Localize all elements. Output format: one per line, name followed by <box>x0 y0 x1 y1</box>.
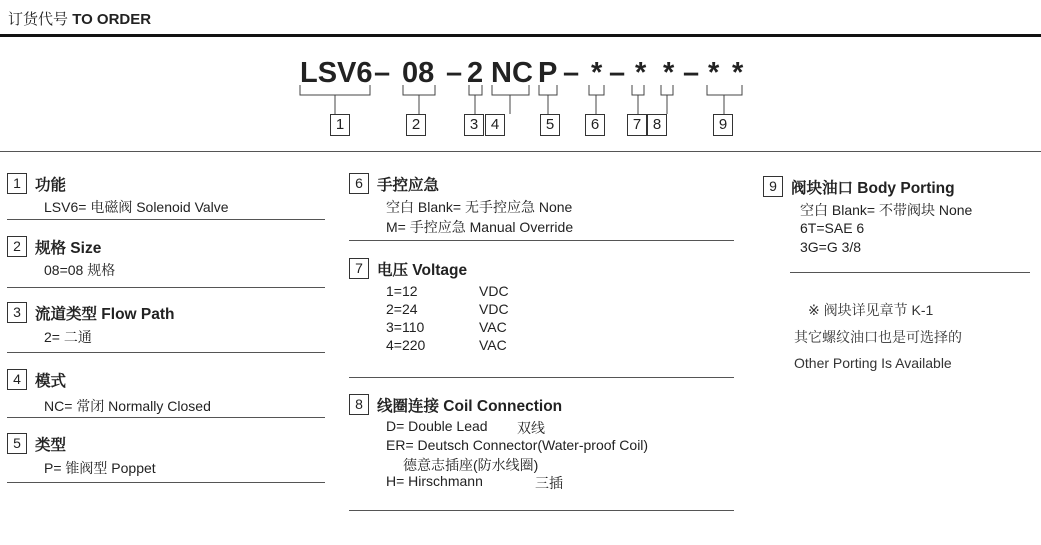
section-size <box>7 236 116 278</box>
section-manual-override <box>349 173 574 235</box>
voltage-type: VAC <box>479 337 507 353</box>
voltage-code: 4=220 <box>386 337 426 353</box>
section-title: 线圈连接 Coil Connection <box>377 397 563 415</box>
note-line: Other Porting Is Available <box>794 355 952 371</box>
code-dash-4: – <box>609 57 626 89</box>
section-function <box>7 173 229 215</box>
section-line: D= Double Lead <box>386 418 488 434</box>
section-number: 2 <box>7 236 27 257</box>
code-num-5: 5 <box>540 114 560 136</box>
section-line: 3G=G 3/8 <box>800 239 862 255</box>
rule <box>790 272 1030 273</box>
note-line: ※ 阀块详见章节 K-1 <box>808 302 934 318</box>
section-line: LSV6= 电磁阀 Solenoid Valve <box>44 199 229 215</box>
section-line: 三插 <box>535 475 563 491</box>
section-title: 电压 Voltage <box>377 261 468 279</box>
rule <box>349 510 734 511</box>
voltage-code: 3=110 <box>386 319 425 335</box>
rule <box>349 377 734 378</box>
code-part-star-6: * <box>591 57 603 89</box>
section-title: 类型 <box>35 436 67 454</box>
section-divider <box>0 151 1041 152</box>
code-part-star-8: * <box>663 57 675 89</box>
header-title-cn: 订货代号 <box>8 11 69 28</box>
section-line: 空白 Blank= 无手控应急 None <box>386 199 573 215</box>
code-dash-5: – <box>683 57 700 89</box>
code-part-star-7: * <box>635 57 647 89</box>
section-line: NC= 常闭 Normally Closed <box>44 398 211 414</box>
rule <box>7 352 325 353</box>
code-part-star-9b: * <box>732 57 744 89</box>
section-line: 德意志插座(防水线圈) <box>403 457 539 473</box>
section-number: 1 <box>7 173 27 194</box>
section-line: ER= Deutsch Connector(Water-proof Coil) <box>386 437 649 453</box>
code-part-p: P <box>538 57 558 89</box>
section-number: 9 <box>763 176 783 197</box>
section-title: 手控应急 <box>377 176 440 194</box>
code-dash-2: – <box>446 57 463 89</box>
section-title: 功能 <box>35 176 67 194</box>
rule <box>7 287 325 288</box>
section-title: 规格 Size <box>35 239 102 257</box>
section-flow-path <box>7 302 175 345</box>
rule <box>349 240 734 241</box>
code-part-star-9a: * <box>708 57 720 89</box>
code-num-8: 8 <box>647 114 667 136</box>
code-dash-1: – <box>374 57 391 89</box>
section-title: 阀块油口 Body Porting <box>791 179 955 197</box>
rule <box>7 417 325 418</box>
section-title: 模式 <box>35 372 67 390</box>
code-part-08: 08 <box>402 57 435 89</box>
note-line: 其它螺纹油口也是可选择的 <box>794 329 962 345</box>
section-line: 2= 二通 <box>44 329 92 345</box>
code-num-1: 1 <box>330 114 350 136</box>
section-line: H= Hirschmann <box>386 473 483 489</box>
section-number: 3 <box>7 302 27 323</box>
header-title-en: TO ORDER <box>72 11 152 28</box>
section-line: P= 锥阀型 Poppet <box>44 460 156 476</box>
section-voltage <box>349 258 509 353</box>
section-number: 5 <box>7 433 27 454</box>
voltage-type: VAC <box>479 319 507 335</box>
code-part-nc: NC <box>491 57 533 89</box>
code-num-7: 7 <box>627 114 647 136</box>
section-line: 08=08 规格 <box>44 262 116 278</box>
rule <box>7 482 325 483</box>
section-number: 7 <box>349 258 369 279</box>
code-num-6: 6 <box>585 114 605 136</box>
section-number: 6 <box>349 173 369 194</box>
section-line: 6T=SAE 6 <box>800 220 865 236</box>
voltage-code: 2=24 <box>386 301 418 317</box>
section-number: 8 <box>349 394 369 415</box>
code-num-4: 4 <box>485 114 505 136</box>
section-line: M= 手控应急 Manual Override <box>386 219 574 235</box>
code-num-3: 3 <box>464 114 484 136</box>
rule <box>7 219 325 220</box>
section-coil-connection <box>349 394 649 491</box>
section-mode <box>7 369 211 414</box>
section-number: 4 <box>7 369 27 390</box>
section-type <box>7 433 156 476</box>
voltage-type: VDC <box>479 301 509 317</box>
section-line: 空白 Blank= 不带阀块 None <box>800 202 973 218</box>
code-num-2: 2 <box>406 114 426 136</box>
section-body-porting <box>763 176 973 255</box>
voltage-code: 1=12 <box>386 283 418 299</box>
section-line: 双线 <box>517 420 545 436</box>
code-num-9: 9 <box>713 114 733 136</box>
voltage-type: VDC <box>479 283 509 299</box>
code-dash-3: – <box>563 57 580 89</box>
code-brackets <box>0 0 1041 140</box>
code-part-2: 2 <box>467 57 484 89</box>
code-part-lsv6: LSV6 <box>300 57 373 89</box>
section-title: 流道类型 Flow Path <box>35 305 175 323</box>
